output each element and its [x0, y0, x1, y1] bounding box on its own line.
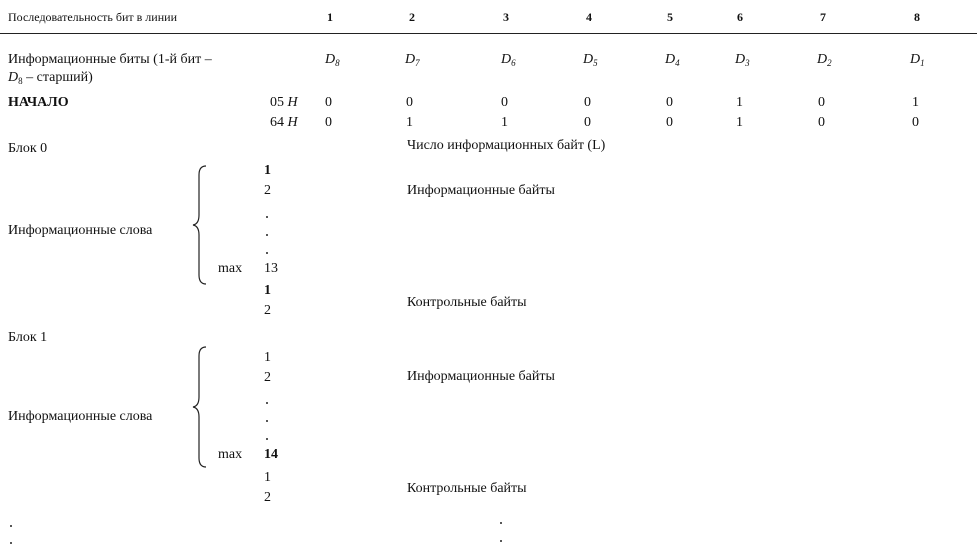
column-header-4: 4 [586, 10, 592, 24]
block-0-max-label: max [218, 261, 243, 276]
block-1-ellipsis-dot [266, 420, 268, 422]
block-0-brace-icon [192, 165, 208, 285]
block-1-max-label: max [218, 447, 243, 462]
block-1-info-words-label: Информационные слова [8, 409, 153, 424]
start-bit-r1-5: 0 [666, 95, 673, 110]
start-bit-r1-4: 0 [584, 95, 591, 110]
column-header-1: 1 [327, 10, 333, 24]
start-bit-r1-3: 0 [501, 95, 508, 110]
continuation-dot [10, 525, 12, 527]
column-header-7: 7 [820, 10, 826, 24]
continuation-dot [500, 522, 502, 524]
bit-label-8: $D_1$ [910, 52, 925, 68]
start-bit-r2-1: 0 [325, 115, 332, 130]
block-1-title: Блок 1 [8, 330, 48, 345]
block-0-check-item-1: 1 [264, 283, 271, 298]
block-1-ellipsis-dot [266, 402, 268, 404]
bit-label-3: $D_6$ [501, 52, 516, 68]
info-bits-label-line1: Информационные биты (1-й бит – [8, 52, 212, 67]
start-bit-r2-5: 0 [666, 115, 673, 130]
start-bit-r1-8: 1 [912, 95, 919, 110]
block-0-item-1: 1 [264, 163, 271, 178]
block-0-check-bytes-label: Контрольные байты [407, 295, 527, 310]
block-0-info-bytes-label: Информационные байты [407, 183, 555, 198]
bit-label-7: $D_2$ [817, 52, 832, 68]
start-code-05: 05 H [270, 95, 298, 110]
start-bit-r2-7: 0 [818, 115, 825, 130]
block-0-title: Блок 0 [8, 141, 48, 156]
block-1-check-item-1: 1 [264, 470, 271, 485]
block-1-item-1: 1 [264, 350, 271, 365]
start-bit-r2-4: 0 [584, 115, 591, 130]
start-bit-r1-1: 0 [325, 95, 332, 110]
column-header-5: 5 [667, 10, 673, 24]
start-bit-r2-3: 1 [501, 115, 508, 130]
block-1-ellipsis-dot [266, 438, 268, 440]
column-header-6: 6 [737, 10, 743, 24]
bit-label-1: $D_8$ [325, 52, 340, 68]
block-0-ellipsis-dot [266, 216, 268, 218]
start-bit-r1-2: 0 [406, 95, 413, 110]
start-code-64: 64 H [270, 115, 298, 130]
block-1-brace-icon [192, 346, 208, 468]
start-bit-r1-6: 1 [736, 95, 743, 110]
start-bit-r2-2: 1 [406, 115, 413, 130]
bit-label-5: $D_4$ [665, 52, 680, 68]
block-0-ellipsis-dot [266, 252, 268, 254]
block-1-info-bytes-label: Информационные байты [407, 369, 555, 384]
block-1-item-2: 2 [264, 370, 271, 385]
bit-label-6: $D_3$ [735, 52, 750, 68]
bit-label-2: $D_7$ [405, 52, 420, 68]
column-header-8: 8 [914, 10, 920, 24]
continuation-dot [10, 542, 12, 544]
block-1-max-value: 14 [264, 447, 278, 462]
block-0-ellipsis-dot [266, 234, 268, 236]
info-bits-label-line2: $D_8$ – старший) [8, 70, 93, 86]
start-bit-r2-6: 1 [736, 115, 743, 130]
start-bit-r2-8: 0 [912, 115, 919, 130]
block-1-check-bytes-label: Контрольные байты [407, 481, 527, 496]
continuation-dot [500, 540, 502, 542]
block-0-check-item-2: 2 [264, 303, 271, 318]
block-1-check-item-2: 2 [264, 490, 271, 505]
block-0-max-value: 13 [264, 261, 278, 276]
block-0-info-words-label: Информационные слова [8, 223, 153, 238]
column-header-3: 3 [503, 10, 509, 24]
block-0-count-label: Число информационных байт (L) [407, 138, 606, 153]
header-rule [0, 33, 977, 34]
block-0-item-2: 2 [264, 183, 271, 198]
start-label: НАЧАЛО [8, 95, 69, 110]
start-bit-r1-7: 0 [818, 95, 825, 110]
column-header-2: 2 [409, 10, 415, 24]
header-label: Последовательность бит в линии [8, 10, 177, 24]
bit-label-4: $D_5$ [583, 52, 598, 68]
